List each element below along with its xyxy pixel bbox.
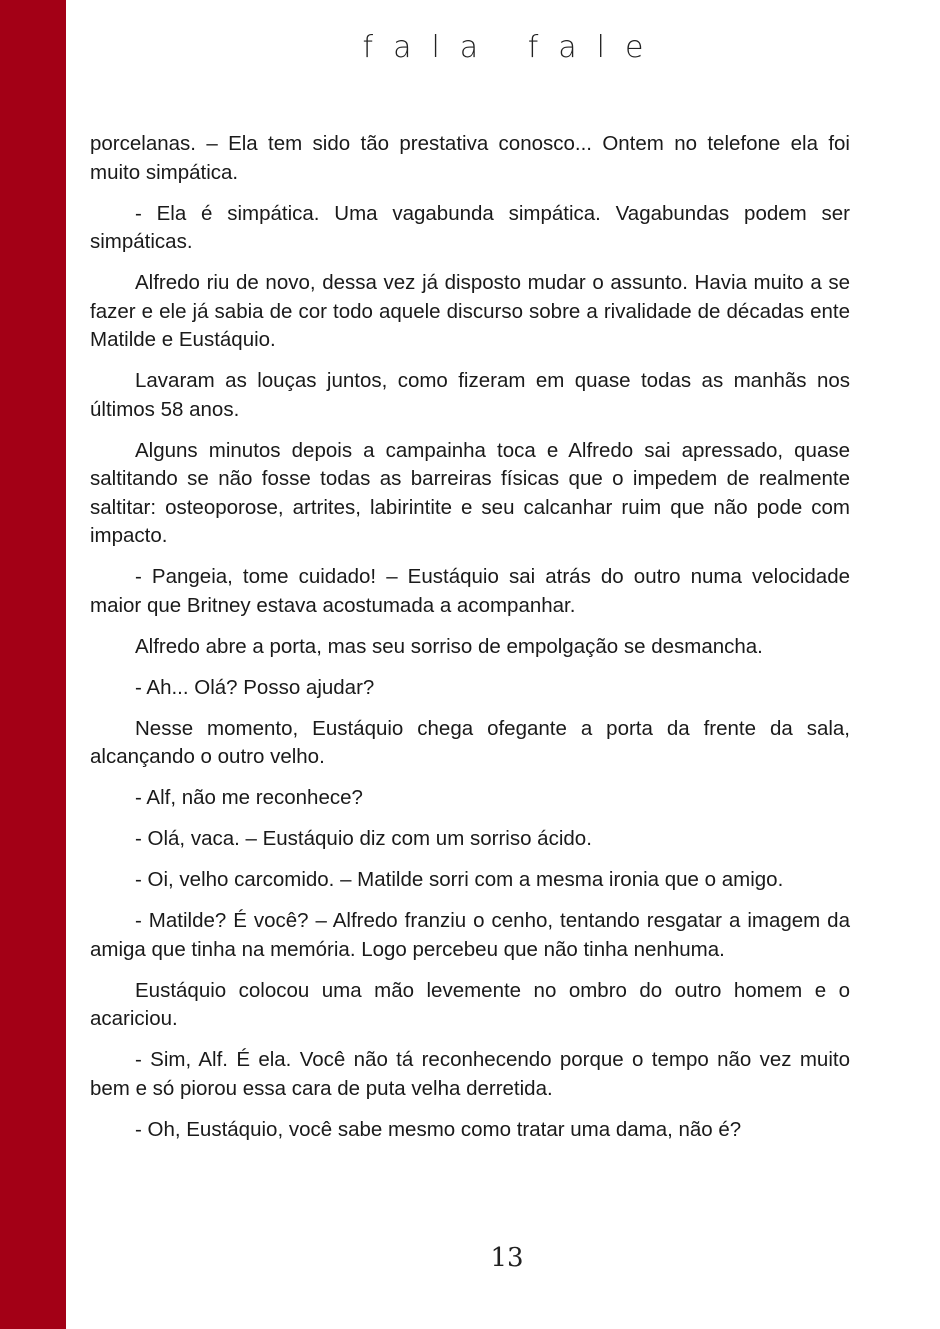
paragraph: - Matilde? É você? – Alfredo franziu o cenho, tentando resgatar a imagem da amiga que tinha na memória. Logo percebeu que não tinha nenhuma. xyxy=(90,909,850,961)
paragraph: - Oh, Eustáquio, você sabe mesmo como tratar uma dama, não é? xyxy=(135,1117,742,1141)
paragraph: Alfredo abre a porta, mas seu sorriso de empolgação se desmancha. xyxy=(135,634,763,658)
paragraph: Alfredo riu de novo, dessa vez já disposto mudar o assunto. Havia muito a se fazer e ele já sabia de cor todo aquele discurso sobre a rivalidade de décadas ente Matilde e Eustáquio. xyxy=(90,271,850,351)
paragraph: Lavaram as louças juntos, como fizeram em quase todas as manhãs nos últimos 58 anos. xyxy=(90,369,850,421)
paragraph: - Ah... Olá? Posso ajudar? xyxy=(135,675,375,699)
paragraph: - Sim, Alf. É ela. Você não tá reconhecendo porque o tempo não vez muito bem e só piorou essa cara de puta velha derretida. xyxy=(90,1048,850,1100)
paragraph: Alguns minutos depois a campainha toca e Alfredo sai apressado, quase saltitando se não fosse todas as barreiras físicas que o impedem de realmente saltitar: osteoporose, artrites, labirintite e seu calcanhar ruim que não pode com impacto. xyxy=(90,438,850,547)
paragraph: porcelanas. – Ela tem sido tão prestativa conosco... Ontem no telefone ela foi muito simpática. xyxy=(90,132,850,184)
paragraph: - Ela é simpática. Uma vagabunda simpática. Vagabundas podem ser simpáticas. xyxy=(90,201,850,253)
paragraph: - Olá, vaca. – Eustáquio diz com um sorriso ácido. xyxy=(135,827,592,850)
paragraph: - Oi, velho carcomido. – Matilde sorri com a mesma ironia que o amigo. xyxy=(135,868,784,891)
paragraph: Eustáquio colocou uma mão levemente no ombro do outro homem e o acariciou. xyxy=(90,978,850,1030)
paragraph: - Alf, não me reconhece? xyxy=(135,786,363,809)
body-text xyxy=(90,130,850,1157)
page-number: 13 xyxy=(490,1243,524,1273)
red-spine-bar xyxy=(0,0,66,1329)
paragraph: - Pangeia, tome cuidado! – Eustáquio sai atrás do outro numa velocidade maior que Britney estava acostumada a acompanhar. xyxy=(90,565,850,617)
running-header-title: fala fale xyxy=(362,30,664,65)
paragraph: Nesse momento, Eustáquio chega ofegante a porta da frente da sala, alcançando o outro velho. xyxy=(90,716,850,768)
